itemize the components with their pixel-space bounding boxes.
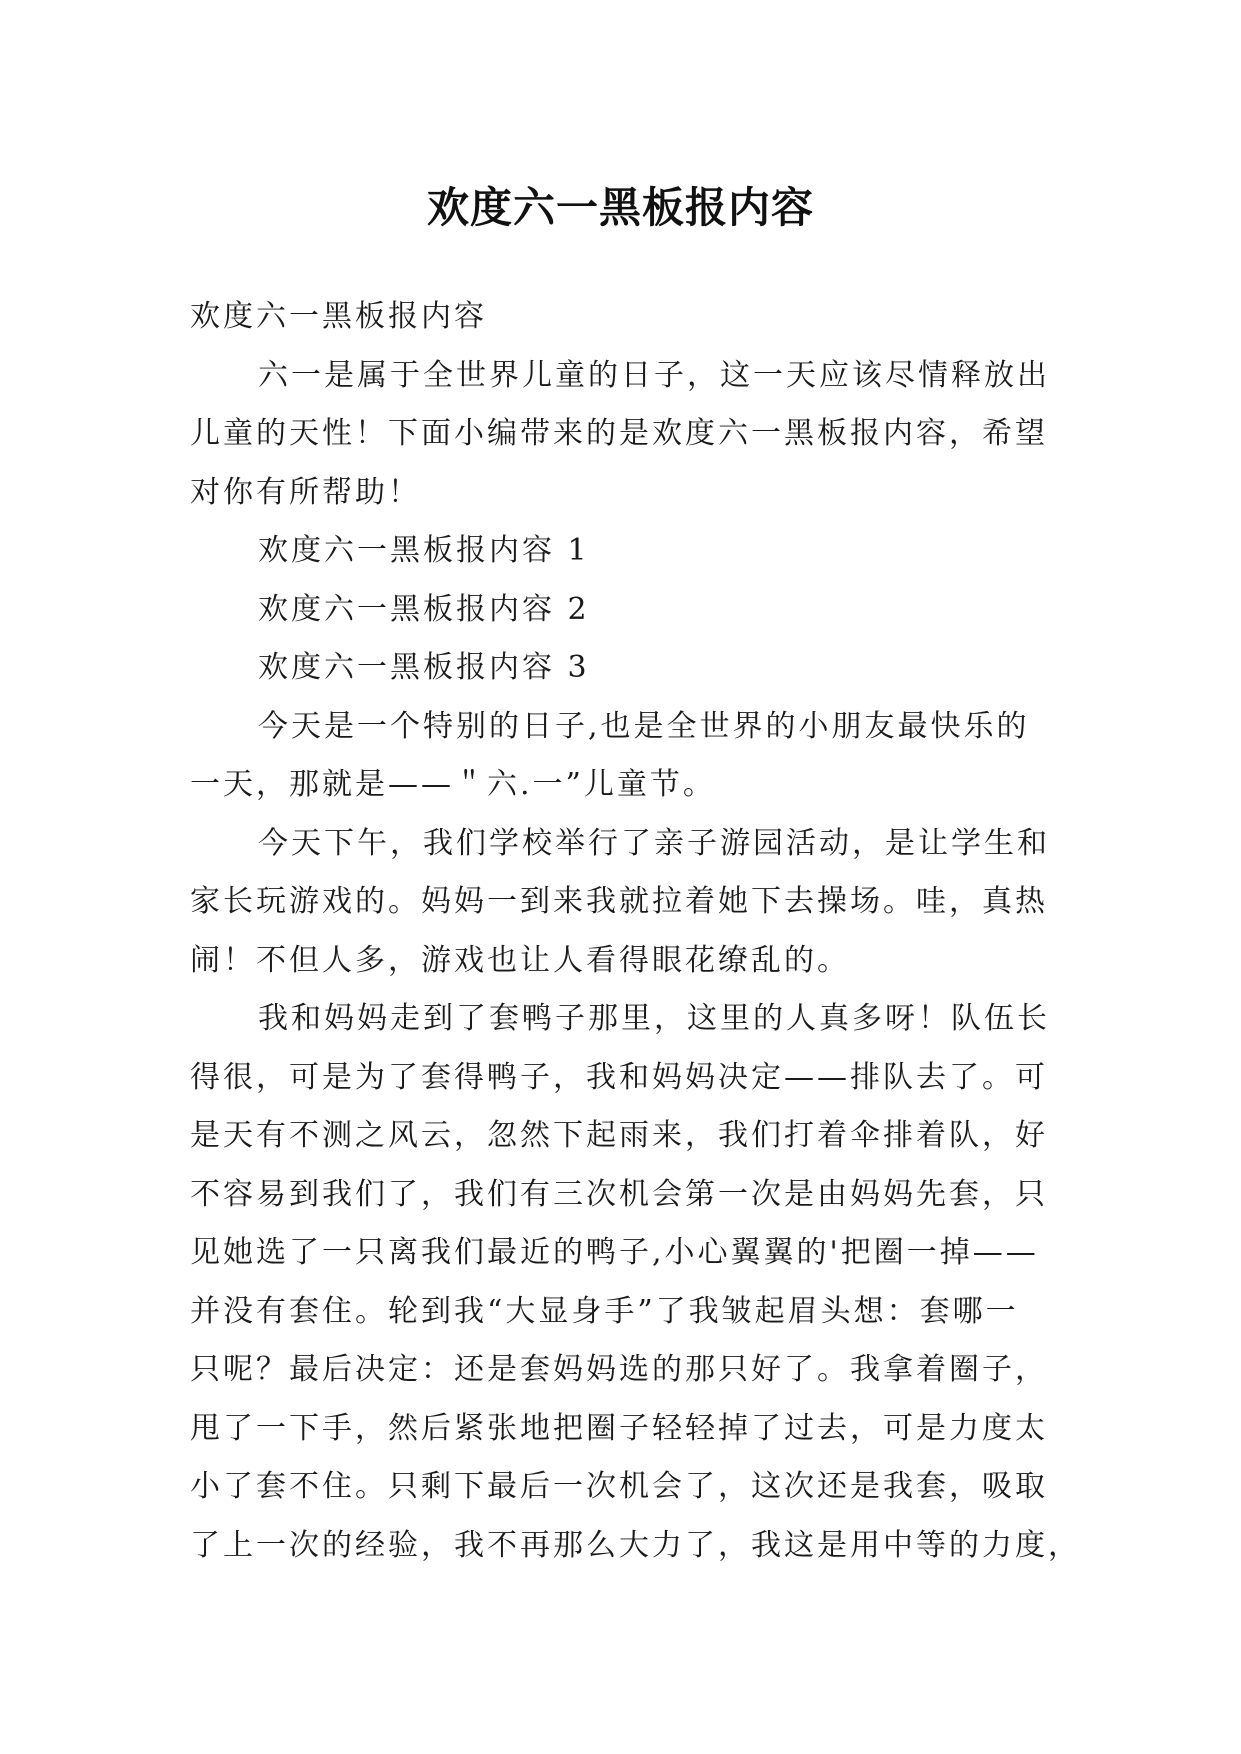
text-line: 欢度六一黑板报内容 1 <box>258 533 590 568</box>
text-line: 欢度六一黑板报内容 <box>190 299 487 334</box>
text-line: 是天有不测之风云，忽然下起雨来，我们打着伞排着队，好 <box>190 1118 1048 1153</box>
text-line: 并没有套住。轮到我“大显身手”了我皱起眉头想：套哪一 <box>190 1293 1019 1329</box>
page-title: 欢度六一黑板报内容 <box>426 183 814 233</box>
text-line: 今天是一个特别的日子,也是全世界的小朋友最快乐的 <box>258 708 1030 744</box>
text-line: 儿童的天性！下面小编带来的是欢度六一黑板报内容，希望 <box>190 416 1048 451</box>
document-body <box>190 288 1081 1575</box>
text-line: 闹！不但人多，游戏也让人看得眼花缭乱的。 <box>190 942 850 978</box>
text-line: 见她选了一只离我们最近的鸭子,小心翼翼的'把圈一掉—— <box>190 1235 1039 1270</box>
text-line: 一天，那就是——＂六.一”儿童节。 <box>190 767 716 802</box>
text-line: 不容易到我们了，我们有三次机会第一次是由妈妈先套，只 <box>190 1176 1048 1212</box>
text-line: 小了套不住。只剩下最后一次机会了，这次还是我套，吸取 <box>190 1469 1048 1504</box>
text-line: 六一是属于全世界儿童的日子，这一天应该尽情释放出 <box>258 357 1050 393</box>
text-line: 欢度六一黑板报内容 2 <box>258 591 590 627</box>
text-line: 得很，可是为了套得鸭子，我和妈妈决定——排队去了。可 <box>190 1059 1048 1095</box>
text-line: 家长玩游戏的。妈妈一到来我就拉着她下去操场。哇，真热 <box>190 884 1048 919</box>
text-line: 今天下午，我们学校举行了亲子游园活动，是让学生和 <box>258 825 1050 861</box>
text-line: 对你有所帮助！ <box>190 474 421 510</box>
text-line: 甩了一下手，然后紧张地把圈子轻轻掉了过去，可是力度太 <box>190 1410 1048 1446</box>
text-line: 只呢？最后决定：还是套妈妈选的那只好了。我拿着圈子， <box>190 1352 1048 1387</box>
text-line: 了上一次的经验，我不再那么大力了，我这是用中等的力度， <box>190 1527 1081 1563</box>
text-line: 我和妈妈走到了套鸭子那里，这里的人真多呀！队伍长 <box>258 1001 1050 1036</box>
text-line: 欢度六一黑板报内容 3 <box>258 650 590 685</box>
